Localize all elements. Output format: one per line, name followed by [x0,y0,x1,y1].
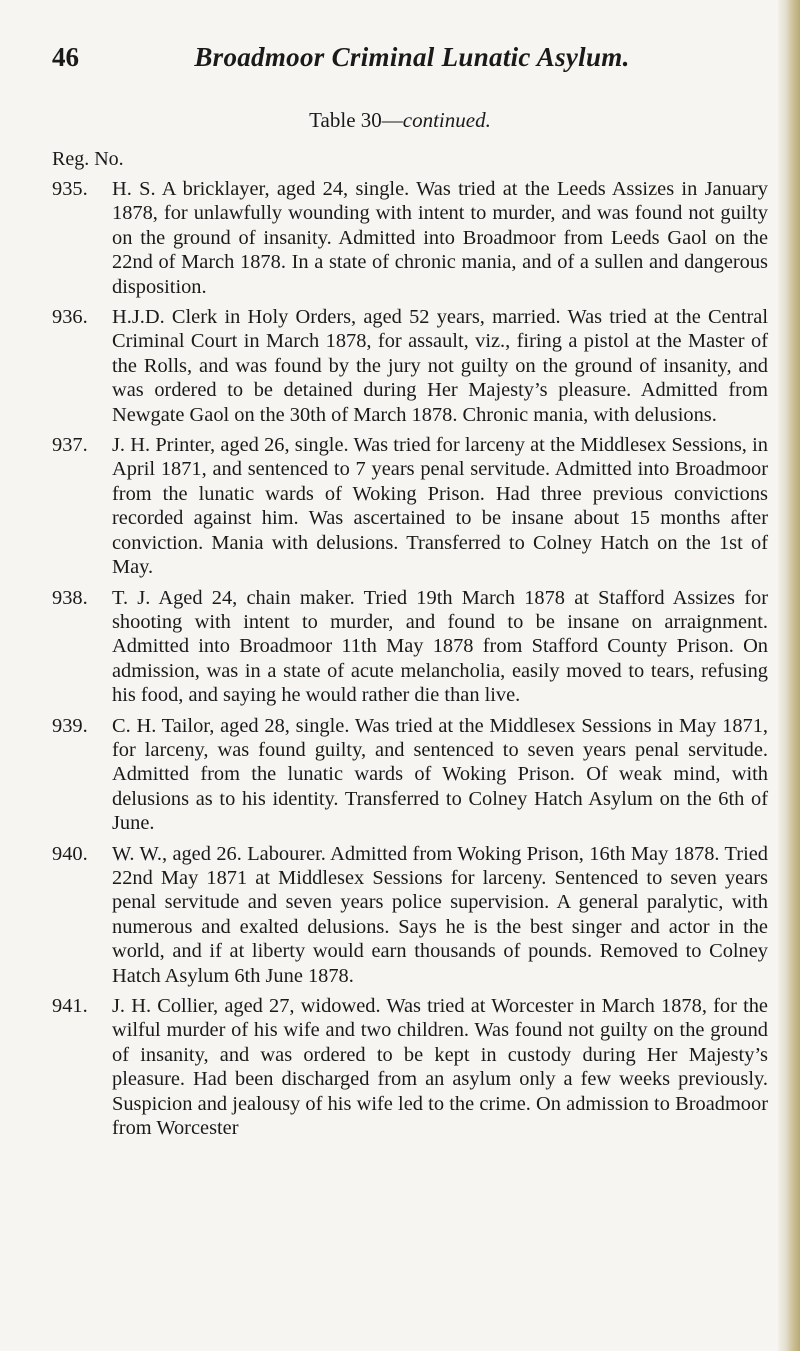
table-caption-continued: continued. [402,108,491,132]
entry-938 [52,586,768,708]
entry-text: C. H. Tailor, aged 28, single. Was tried at the Middlesex Sessions in May 1871, for larceny, was found guilty, and sentenced to seven years penal servitude. Admitted from the lunatic wards of Woking Prison. Of weak mind, with delusions as to his identity. Transferred to Colney Hatch Asylum on the 6th of June. [112,714,768,835]
entry-935 [52,177,768,299]
entry-text: J. H. Printer, aged 26, single. Was tried for larceny at the Middlesex Sessions, in April 1871, and sentenced to 7 years penal servitude. Admitted into Broadmoor from the lunatic wards of Woking Prison. Had three previous convictions recorded against him. Was ascertained to be insane about 15 months after conviction. Mania with delusions. Transferred to Colney Hatch on the 1st of May. [112,434,768,579]
entry-text: T. J. Aged 24, chain maker. Tried 19th March 1878 at Stafford Assizes for shooting with intent to murder, and found to be insane on arraignment. Admitted into Broadmoor 11th May 1878 from Stafford County Prison. On admission, was in a state of acute melancholia, easily moved to tears, refusing his food, and saying he would rather die than live. [112,586,768,707]
entry-936 [52,305,768,427]
entry-number: 936. [52,306,88,329]
entry-number: 939. [52,714,88,737]
entry-939 [52,714,768,836]
entry-number: 941. [52,995,88,1017]
entry-940 [52,842,768,988]
table-caption [0,108,800,133]
entry-number: 937. [52,434,88,457]
entry-number: 938. [52,586,88,609]
page-number: 46 [52,42,79,72]
entry-list [52,177,768,1146]
entry-text: J. H. Collier, aged 27, widowed. Was tried at Worcester in March 1878, for the wilful murder of his wife and two children. Was found not guilty on the ground of insanity, and was ordered to be kept in custody during Her Majesty’s pleasure. Had been discharged from an asylum only a few weeks previously. Suspicion and jealousy of his wife led to the crime. On admission to Broadmoor from Worcester [112,995,768,1140]
entry-937 [52,433,768,579]
entry-text: H.J.D. Clerk in Holy Orders, aged 52 years, married. Was tried at the Central Criminal Court in March 1878, for assault, viz., firing a pistol at the Master of the Rolls, and was found by the jury not guilty on the ground of insanity, and was ordered to be detained during Her Majesty’s pleasure. Admitted from Newgate Gaol on the 30th of March 1878. Chronic mania, with delusions. [112,306,768,426]
entry-text: H. S. A bricklayer, aged 24, single. Was tried at the Leeds Assizes in January 1878, for unlawfully wounding with intent to murder, and was found not guilty on the ground of insanity. Admitted into Broadmoor from Leeds Gaol on the 22nd of March 1878. In a state of chronic mania, and of a sullen and dangerous disposition. [112,178,768,298]
entry-number: 935. [52,178,88,200]
running-title: Broadmoor Criminal Lunatic Asylum. [194,42,630,72]
reg-no-header: Reg. No. [52,148,124,170]
entry-text: W. W., aged 26. Labourer. Admitted from Woking Prison, 16th May 1878. Tried 22nd May 1871 at Middlesex Sessions for larceny. Sentenced to seven years penal servitude and seven years police supervision. A general paralytic, with numerous and exalted delusions. Says he is the best singer and actor in the world, and if at liberty would earn thousands of pounds. Removed to Colney Hatch Asylum 6th June 1878. [112,842,768,987]
entry-941 [52,994,768,1140]
page-header [52,42,772,82]
table-caption-label: Table 30— [309,108,403,132]
entry-number: 940. [52,842,88,865]
page-edge [778,0,800,1351]
